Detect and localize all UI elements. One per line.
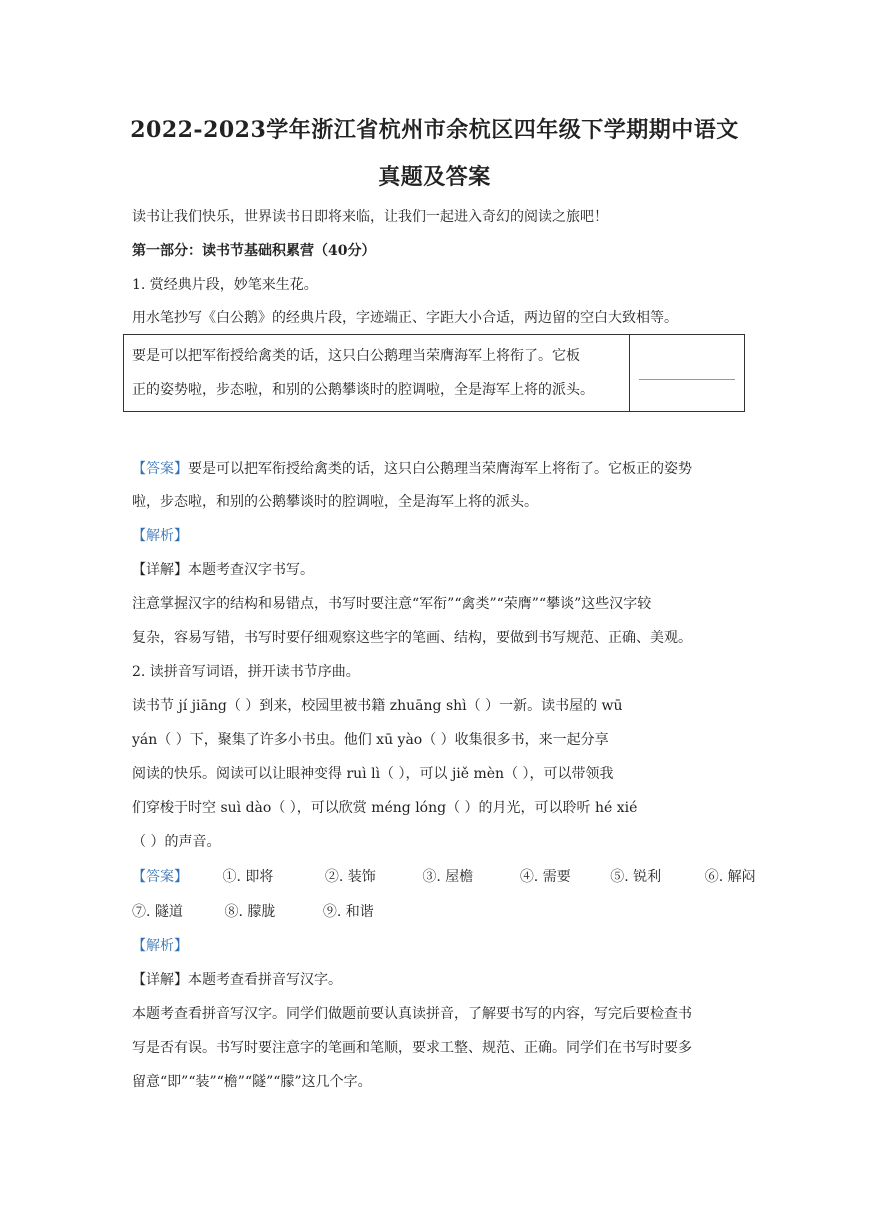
- excerpt-table: [123, 334, 745, 412]
- q2-answer-row: [132, 901, 374, 921]
- answer-tag: 【答案】: [132, 869, 188, 885]
- q2-text: yán（ ）下，聚集了许多小书虫。他们 xū yào（ ）收集很多书，来一起分享: [132, 732, 609, 748]
- answer-item: ⑧. 朦胧: [224, 904, 276, 920]
- answer-item: ⑨. 和谐: [322, 904, 374, 920]
- q2-answer-row: [132, 866, 756, 886]
- answer-item: ④. 需要: [519, 869, 571, 885]
- q2-explain: 留意“即”“装”“檐”“隧”“朦”这几个字。: [132, 1074, 372, 1090]
- q2-explain: 本题考查看拼音写汉字。同学们做题前要认真读拼音，了解要书写的内容，写完后要检查书: [132, 1006, 692, 1022]
- answer-tag: 【答案】: [132, 461, 188, 477]
- q2-title: 2. 读拼音写词语，拼开读书节序曲。: [132, 664, 360, 680]
- answer-item: ⑦. 隧道: [132, 904, 183, 920]
- q2-text: （ ）的声音。: [132, 834, 221, 850]
- table-divider: [629, 335, 630, 411]
- excerpt-line: 正的姿势啦，步态啦，和别的公鹅攀谈时的腔调啦，全是海军上将的派头。: [132, 382, 594, 398]
- answer-text: 要是可以把军衔授给禽类的话，这只白公鹅理当荣膺海军上将衔了。它板正的姿势: [188, 461, 692, 477]
- page-title-line1: 2022-2023学年浙江省杭州市余杭区四年级下学期期中语文: [130, 117, 739, 143]
- q2-text: 阅读的快乐。阅读可以让眼神变得 ruì lì（ ），可以 jiě mèn（ ），可以带领我: [132, 766, 614, 782]
- excerpt-cell: [132, 335, 628, 407]
- q2-text: 读书节 jí jiāng（ ）到来，校园里被书籍 zhuāng shì（ ）一新。读书屋的 wū: [132, 698, 623, 714]
- q1-instruction: 用水笔抄写《白公鹅》的经典片段，字迹端正、字距大小合适，两边留的空白大致相等。: [132, 310, 678, 326]
- excerpt-line: 要是可以把军衔授给禽类的话，这只白公鹅理当荣膺海军上将衔了。它板: [132, 348, 580, 364]
- q2-detail: 【详解】本题考查看拼音写汉字。: [132, 972, 342, 988]
- q1-explain: 复杂，容易写错，书写时要仔细观察这些字的笔画、结构，要做到书写规范、正确、美观。: [132, 630, 692, 646]
- q1-explain: 注意掌握汉字的结构和易错点，书写时要注意“军衔”“禽类”“荣膺”“攀谈”这些汉字较: [132, 596, 652, 612]
- answer-item: ①. 即将: [222, 869, 274, 885]
- answer-item: ②. 装饰: [324, 869, 376, 885]
- answer-item: ③. 屋檐: [422, 869, 474, 885]
- answer-item: ⑥. 解闷: [704, 869, 756, 885]
- q1-title: 1. 赏经典片段，妙笔来生花。: [132, 277, 318, 293]
- page-title-line2: 真题及答案: [378, 164, 491, 190]
- q1-answer: [132, 458, 692, 478]
- answer-item: ⑤. 锐利: [610, 869, 662, 885]
- writing-line: [639, 379, 735, 380]
- intro-text: 读书让我们快乐，世界读书日即将来临，让我们一起进入奇幻的阅读之旅吧！: [132, 209, 608, 225]
- q2-text: 们穿梭于时空 suì dào（ ），可以欣赏 méng lóng（ ）的月光，可以聆听 hé xié: [132, 800, 638, 816]
- q1-answer-cont: 啦，步态啦，和别的公鹅攀谈时的腔调啦，全是海军上将的派头。: [132, 494, 538, 510]
- part1-heading: 第一部分：读书节基础积累营（40分）: [132, 243, 376, 259]
- q2-analysis-tag: 【解析】: [132, 938, 188, 954]
- q1-detail: 【详解】本题考查汉字书写。: [132, 562, 314, 578]
- q1-analysis-tag: 【解析】: [132, 528, 188, 544]
- q2-explain: 写是否有误。书写时要注意字的笔画和笔顺，要求工整、规范、正确。同学们在书写时要多: [132, 1040, 692, 1056]
